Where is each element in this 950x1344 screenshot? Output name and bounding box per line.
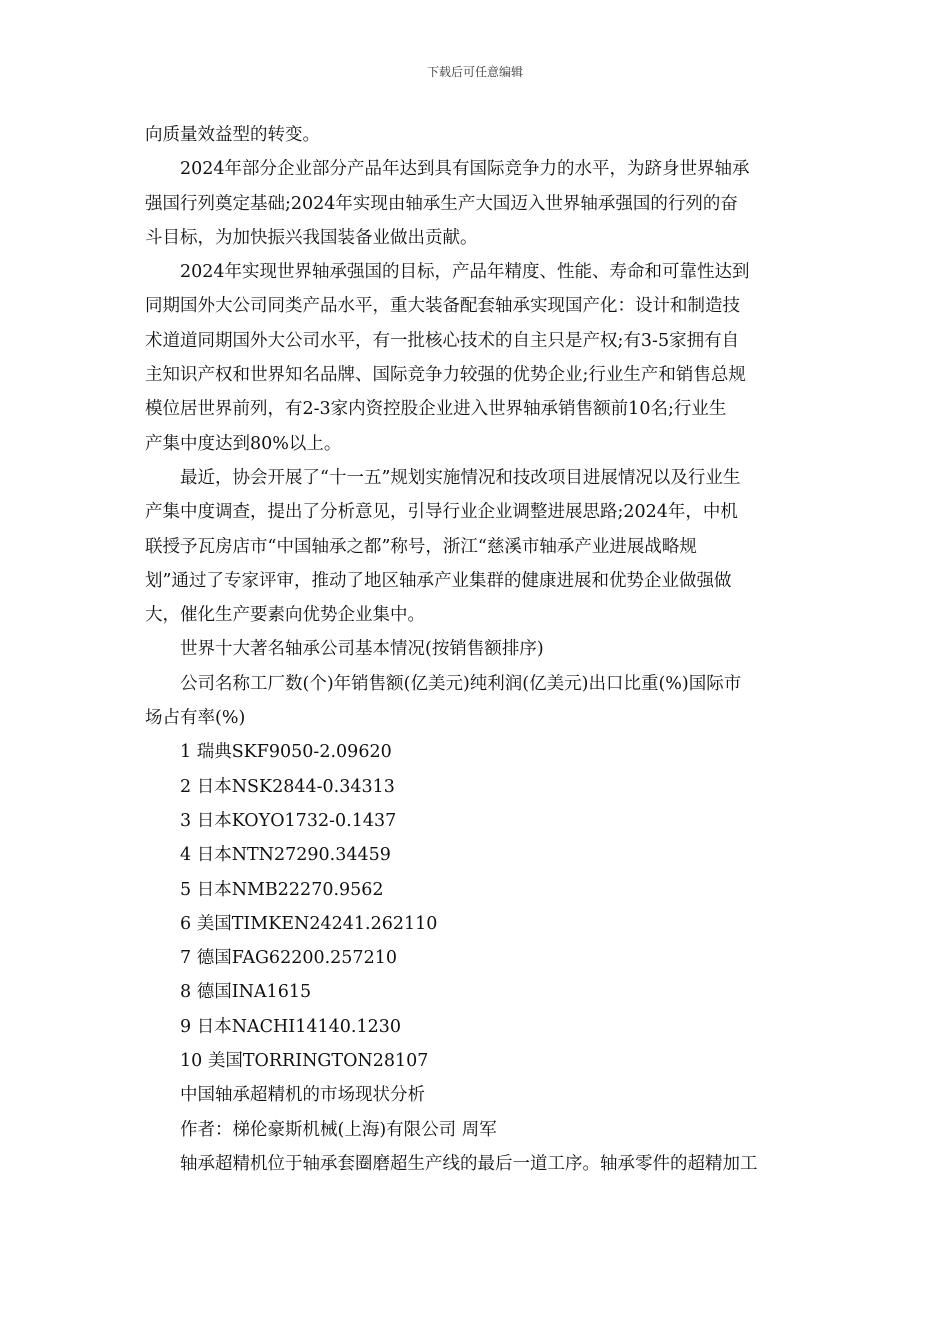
section-title: 中国轴承超精机的市场现状分析 (180, 1085, 425, 1106)
table-row: 10 美国TORRINGTON28107 (180, 1051, 429, 1072)
table-row: 3 日本KOYO1732-0.1437 (180, 810, 397, 831)
document-body (145, 118, 809, 1181)
paragraph-0: 向质量效益型的转变。 (145, 125, 320, 145)
table-row: 6 美国TIMKEN24241.262110 (180, 913, 438, 934)
table-row: 8 德国INA1615 (180, 982, 312, 1003)
page-header: 下载后可任意编辑 (426, 65, 523, 79)
table-row: 9 日本NACHI14140.1230 (180, 1016, 401, 1037)
table-row: 4 日本NTN27290.34459 (180, 845, 391, 866)
paragraph-3: 最近，协会开展了“十一五”规划实施情况和技改项目进展情况以及行业生 产集中度调查，提出了分析意见，引导行业企业调整进展思路;2024年，中机 联授予瓦房店市“中国轴承之都”称号，浙江“慈溪市轴承产业进展战略规 划”通过了专家评审，推动了地区轴承产业集群的健康进展和优势企业做强做 大，催化生产要素向优势企业集中。 (145, 467, 741, 626)
table-row: 2 日本NSK2844-0.34313 (180, 776, 395, 797)
table-title: 世界十大著名轴承公司基本情况(按销售额排序) (180, 639, 544, 660)
table-row: 1 瑞典SKF9050-2.09620 (180, 742, 392, 763)
paragraph-last: 轴承超精机位于轴承套圈磨超生产线的最后一道工序。轴承零件的超精加工 (180, 1153, 758, 1174)
table-row: 7 德国FAG62200.257210 (180, 948, 397, 969)
table-row: 5 日本NMB22270.9562 (180, 879, 384, 900)
table-header: 公司名称工厂数(个)年销售额(亿美元)纯利润(亿美元)出口比重(%)国际市 场占有率(%) (145, 673, 742, 729)
paragraph-1: 2024年部分企业部分产品年达到具有国际竞争力的水平，为跻身世界轴承 强国行列奠定基础;2024年实现由轴承生产大国迈入世界轴承强国的行列的奋 斗目标，为加快振兴我国装备业做出贡献。 (145, 159, 750, 248)
author-line: 作者：梯伦豪斯机械(上海)有限公司 周军 (180, 1119, 497, 1140)
paragraph-2: 2024年实现世界轴承强国的目标，产品年精度、性能、寿命和可靠性达到 同期国外大公司同类产品水平，重大装备配套轴承实现国产化：设计和制造技 术道道同期国外大公司水平，有一批核心技术的自主只是产权;有3-5家拥有自 主知识产权和世界知名品牌、国际竞争力较强的优势企业;行业生产和销售总规 模位居世界前列，有2-3家内资控股企业进入世界轴承销售额前10名;行业生 产集中度达到80%以上。 (145, 262, 750, 454)
